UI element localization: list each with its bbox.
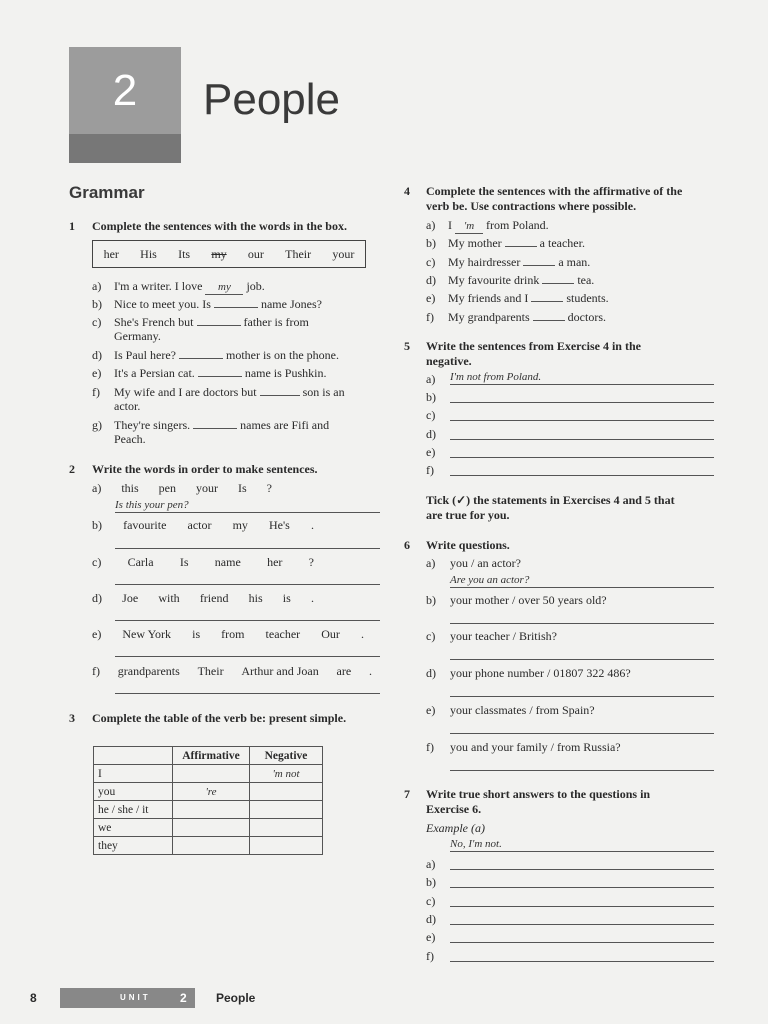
ex5-item-label: b): [426, 390, 436, 404]
tick-instruction: Tick (✓) the statements in Exercises 4 and 5 that are true for you.: [426, 493, 675, 522]
ex2-item: c) Carla Is name her ?: [92, 555, 314, 569]
ex1-item: b) Nice to meet you. Is name Jones?: [92, 297, 322, 311]
answer-blank[interactable]: [531, 301, 563, 302]
ex7-item-label: c): [426, 894, 436, 908]
table-cell[interactable]: [250, 783, 323, 801]
ex5-item-label: d): [426, 427, 436, 441]
ex5-item-label: c): [426, 408, 436, 422]
answer-line[interactable]: [450, 887, 714, 888]
answer-line[interactable]: [450, 924, 714, 925]
answer-line[interactable]: [450, 475, 714, 476]
ex4-item: c) My hairdresser a man.: [426, 255, 591, 269]
answer-line[interactable]: [450, 869, 714, 870]
word: our: [247, 246, 264, 261]
ex2-item: a) this pen your Is ?: [92, 481, 272, 495]
ex1-item: f) My wife and I are doctors but son is an actor.: [92, 385, 345, 413]
answer-line[interactable]: [115, 584, 380, 585]
answer-blank[interactable]: my: [205, 280, 243, 295]
word-crossed: my: [211, 246, 227, 261]
ex7-item-label: b): [426, 875, 436, 889]
ex7-number: 7: [404, 787, 410, 801]
word: your: [332, 246, 355, 261]
ex6-item: c) your teacher / British?: [426, 629, 557, 643]
answer-line[interactable]: [450, 906, 714, 907]
ex5-item-label: f): [426, 463, 434, 477]
example-answer: No, I'm not.: [450, 838, 502, 850]
ex1-item: a) I'm a writer. I love my job.: [92, 279, 265, 293]
answer-line[interactable]: [450, 851, 714, 852]
answer-line[interactable]: [450, 623, 714, 624]
answer-line[interactable]: [450, 587, 714, 588]
answer-blank[interactable]: [260, 395, 300, 396]
ex2-item: b) favourite actor my He's .: [92, 518, 314, 532]
ex6-answer: Are you an actor?: [450, 574, 530, 586]
answer-line[interactable]: [450, 733, 714, 734]
ex4-heading: Complete the sentences with the affirmative of the verb be. Use contractions where possible.: [426, 184, 683, 213]
table-cell[interactable]: 'm not: [250, 765, 323, 783]
ex4-number: 4: [404, 184, 410, 198]
table-row: he / she / it: [94, 801, 323, 819]
table-cell[interactable]: [250, 801, 323, 819]
example-label: Example (a): [426, 821, 485, 835]
answer-blank[interactable]: [214, 307, 258, 308]
ex4-item: b) My mother a teacher.: [426, 236, 585, 250]
table-row: I 'm not: [94, 765, 323, 783]
answer-line[interactable]: [450, 659, 714, 660]
answer-line[interactable]: [450, 457, 714, 458]
answer-line[interactable]: [115, 512, 380, 513]
table-cell[interactable]: [250, 819, 323, 837]
table-row: we: [94, 819, 323, 837]
answer-line[interactable]: [115, 620, 380, 621]
unit-number: 2: [112, 66, 138, 115]
ex2-item: f) grandparents Their Arthur and Joan are .: [92, 664, 372, 678]
ex3-number: 3: [69, 711, 75, 725]
ex2-number: 2: [69, 462, 75, 476]
answer-line[interactable]: [450, 402, 714, 403]
word: Its: [178, 246, 191, 261]
ex6-item: d) your phone number / 01807 322 486?: [426, 666, 631, 680]
ex4-item: f) My grandparents doctors.: [426, 310, 606, 324]
page-number: 8: [30, 991, 37, 1005]
table-cell[interactable]: [173, 765, 250, 783]
ex1-item: c) She's French but father is from Germany.: [92, 315, 309, 343]
answer-blank[interactable]: 'm: [455, 219, 483, 234]
ex2-heading: Write the words in order to make sentences.: [92, 462, 318, 476]
answer-blank[interactable]: [542, 283, 574, 284]
ex5-item-label: e): [426, 445, 436, 459]
table-row: you 're: [94, 783, 323, 801]
answer-blank[interactable]: [193, 428, 237, 429]
answer-blank[interactable]: [179, 358, 223, 359]
ex6-heading: Write questions.: [426, 538, 510, 552]
verb-table: [93, 746, 323, 855]
table-cell[interactable]: [173, 801, 250, 819]
answer-line[interactable]: [450, 961, 714, 962]
answer-line[interactable]: [450, 420, 714, 421]
answer-line[interactable]: [450, 696, 714, 697]
ex7-item-label: e): [426, 930, 436, 944]
word-box: [92, 240, 366, 268]
ex6-item: f) you and your family / from Russia?: [426, 740, 621, 754]
ex5-answer: I'm not from Poland.: [450, 371, 542, 383]
footer-unit-number: 2: [180, 991, 187, 1005]
table-cell[interactable]: 're: [173, 783, 250, 801]
answer-line[interactable]: [450, 942, 714, 943]
answer-blank[interactable]: [197, 325, 241, 326]
ex4-item: e) My friends and I students.: [426, 291, 609, 305]
answer-blank[interactable]: [533, 320, 565, 321]
ex6-number: 6: [404, 538, 410, 552]
table-header-row: Affirmative Negative: [94, 747, 323, 765]
ex7-item-label: a): [426, 857, 436, 871]
section-heading: Grammar: [69, 183, 145, 202]
page-title: People: [203, 75, 341, 124]
unit-number-strip: [69, 134, 181, 163]
answer-line[interactable]: [115, 548, 380, 549]
ex7-item-label: f): [426, 949, 434, 963]
ex6-item: a) you / an actor?: [426, 556, 521, 570]
ex5-item-label: a): [426, 372, 436, 386]
footer-unit-label: UNIT: [120, 993, 151, 1002]
answer-line[interactable]: [450, 439, 714, 440]
table-cell[interactable]: [250, 837, 323, 855]
ex5-number: 5: [404, 339, 410, 353]
word: His: [140, 246, 157, 261]
answer-line[interactable]: [115, 656, 380, 657]
answer-line[interactable]: [450, 384, 714, 385]
ex6-item: b) your mother / over 50 years old?: [426, 593, 607, 607]
footer-title: People: [216, 991, 256, 1005]
answer-line[interactable]: [115, 693, 380, 694]
answer-blank[interactable]: [198, 376, 242, 377]
answer-line[interactable]: [450, 770, 714, 771]
ex2-answer: Is this your pen?: [115, 499, 189, 511]
ex2-item: d) Joe with friend his is .: [92, 591, 314, 605]
ex5-heading: Write the sentences from Exercise 4 in the negative.: [426, 339, 641, 368]
table-cell[interactable]: [173, 837, 250, 855]
answer-blank[interactable]: [505, 246, 537, 247]
answer-blank[interactable]: [523, 265, 555, 266]
table-cell[interactable]: [173, 819, 250, 837]
word: Their: [285, 246, 312, 261]
ex1-item: d) Is Paul here? mother is on the phone.: [92, 348, 339, 362]
ex1-item: e) It's a Persian cat. name is Pushkin.: [92, 366, 327, 380]
word: her: [103, 246, 119, 261]
ex3-heading: Complete the table of the verb be: present simple.: [92, 711, 347, 725]
ex1-number: 1: [69, 219, 75, 233]
ex1-heading: Complete the sentences with the words in the box.: [92, 219, 347, 233]
table-row: they: [94, 837, 323, 855]
ex7-heading: Write true short answers to the questions in Exercise 6.: [426, 787, 651, 816]
ex4-item: a) I 'm from Poland.: [426, 218, 549, 232]
ex4-item: d) My favourite drink tea.: [426, 273, 595, 287]
ex7-item-label: d): [426, 912, 436, 926]
ex1-item: g) They're singers. names are Fifi and Peach.: [92, 418, 330, 446]
ex2-item: e) New York is from teacher Our .: [92, 627, 364, 641]
ex6-item: e) your classmates / from Spain?: [426, 703, 595, 717]
